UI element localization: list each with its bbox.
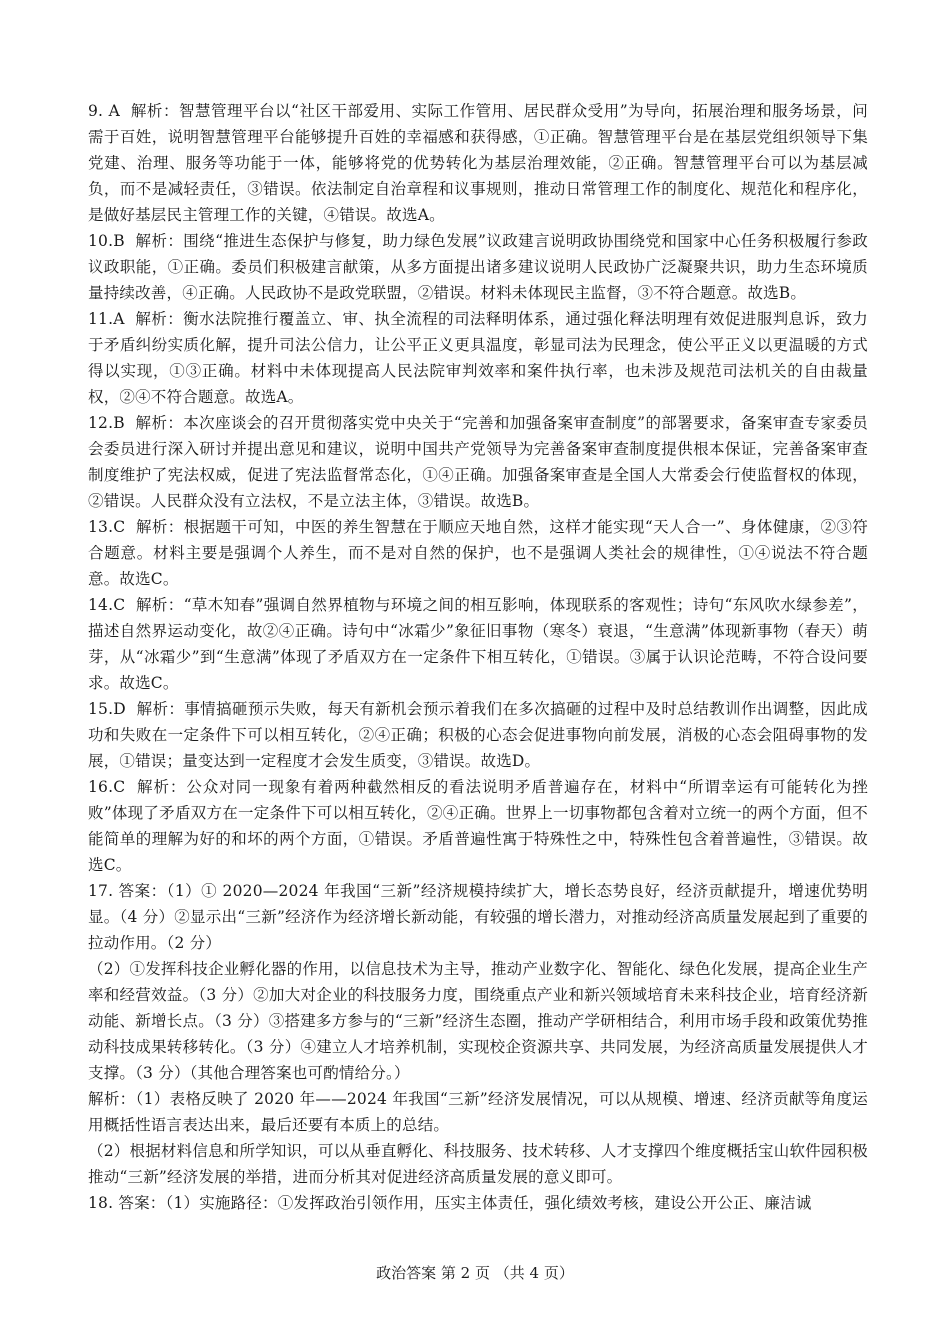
answer-item-10 (88, 228, 868, 306)
answer-item-12 (88, 410, 868, 514)
answer-part-2: （2）①发挥科技企业孵化器的作用，以信息技术为主导，推动产业数字化、智能化、绿色化发展，提高企业生产率和经营效益。（3 分）②加大对企业的科技服务力度，围绕重点产业和新兴领域培育未来科技企业，培育经济新动能、新增长点。（3 分）③搭建多方参与的“三新”经济生态圈，推动产学研相结合，利用市场手段和政策优势推动科技成果转移转化。（3 分）④建立人才培养机制，实现校企资源共享、共同发展，为经济高质量发展提供人才支撑。（3 分）（其他合理答案也可酌情给分。） (88, 960, 868, 1082)
answer-item-9 (88, 98, 868, 228)
answer-part-1: 答案：（1）① 2020—2024 年我国“三新”经济规模持续扩大，增长态势良好，经济贡献提升，增速优势明显。（4 分）②显示出“三新”经济作为经济增长新动能，有较强的增长潜力，对推动经济高质量发展起到了重要的拉动作用。（2 分） (88, 882, 868, 952)
answer-item-16 (88, 774, 868, 878)
analysis-part-1: 解析：（1）表格反映了 2020 年——2024 年我国“三新”经济发展情况，可以从规模、增速、经济贡献等角度运用概括性语言表达出来，最后还要有本质上的总结。 (88, 1090, 868, 1134)
item-number: 10.B (88, 232, 125, 250)
answer-content (88, 98, 868, 1216)
item-text: 解析：根据题干可知，中医的养生智慧在于顺应天地自然，这样才能实现“天人合一”、身体健康，②③符合题意。材料主要是强调个人养生，而不是对自然的保护，也不是强调人类社会的规律性，①④说法不符合题意。故选C。 (88, 518, 868, 588)
item-text: 解析：智慧管理平台以“社区干部爱用、实际工作管用、居民群众受用”为导向，拓展治理和服务场景，问需于百姓，说明智慧管理平台能够提升百姓的幸福感和获得感，①正确。智慧管理平台是在基层党组织领导下集党建、治理、服务等功能于一体，能够将党的优势转化为基层治理效能，②正确。智慧管理平台可以为基层减负，而不是减轻责任，③错误。依法制定自治章程和议事规则，推动日常管理工作的制度化、规范化和程序化，是做好基层民主管理工作的关键，④错误。故选A。 (88, 102, 868, 224)
item-text: 解析：衡水法院推行覆盖立、审、执全流程的司法释明体系，通过强化释法明理有效促进服判息诉，致力于矛盾纠纷实质化解，提升司法公信力，让公平正义更具温度，彰显司法为民理念，使公平正义以更温暖的方式得以实现，①③正确。材料中未体现提高人民法院审判效率和案件执行率，也未涉及规范司法机关的自由裁量权，②④不符合题意。故选A。 (88, 310, 868, 406)
item-text: 解析：“草木知春”强调自然界植物与环境之间的相互影响，体现联系的客观性；诗句“东风吹水绿参差”，描述自然界运动变化，故②④正确。诗句中“冰霜少”象征旧事物（寒冬）衰退，“生意满”体现新事物（春天）萌芽，从“冰霜少”到“生意满”体现了矛盾双方在一定条件下相互转化，①错误。③属于认识论范畴，不符合设问要求。故选C。 (88, 596, 868, 692)
item-text: 解析：围绕“推进生态保护与修复，助力绿色发展”议政建言说明政协围绕党和国家中心任务积极履行参政议政职能，①正确。委员们积极建言献策，从多方面提出诸多建议说明人民政协广泛凝聚共识，助力生态环境质量持续改善，④正确。人民政协不是政党联盟，②错误。材料未体现民主监督，③不符合题意。故选B。 (88, 232, 868, 302)
item-text: 解析：公众对同一现象有着两种截然相反的看法说明矛盾普遍存在，材料中“所谓幸运有可能转化为挫败”体现了矛盾双方在一定条件下可以相互转化，②④正确。世界上一切事物都包含着对立统一的两个方面，但不能简单的理解为好的和坏的两个方面，①错误。矛盾普遍性寓于特殊性之中，特殊性包含着普遍性，③错误。故选C。 (88, 778, 868, 874)
item-text: 解析：本次座谈会的召开贯彻落实党中央关于“完善和加强备案审查制度”的部署要求，备案审查专家委员会委员进行深入研讨并提出意见和建议，说明中国共产党领导为完善备案审查制度提供根本保证，完善备案审查制度维护了宪法权威，促进了宪法监督常态化，①④正确。加强备案审查是全国人大常委会行使监督权的体现，②错误。人民群众没有立法权，不是立法主体，③错误。故选B。 (88, 414, 868, 510)
item-number: 9. A (88, 102, 121, 120)
item-number: 17. (88, 882, 114, 900)
item-text: 答案：（1）实施路径：①发挥政治引领作用，压实主体责任，强化绩效考核，建设公开公正、廉洁诚 (118, 1194, 812, 1212)
answer-item-15 (88, 696, 868, 774)
analysis-part-2: （2）根据材料信息和所学知识，可以从垂直孵化、科技服务、技术转移、人才支撑四个维度概括宝山软件园积极推动“三新”经济发展的举措，进而分析其对促进经济高质量发展的意义即可。 (88, 1142, 868, 1186)
item-text: 解析：事情搞砸预示失败，每天有新机会预示着我们在多次搞砸的过程中及时总结教训作出调整，因此成功和失败在一定条件下可以相互转化，②④正确；积极的心态会促进事物向前发展，消极的心态会阻碍事物的发展，①错误；量变达到一定程度才会发生质变，③错误。故选D。 (88, 700, 868, 770)
answer-item-18 (88, 1190, 868, 1216)
item-number: 14.C (88, 596, 126, 614)
answer-item-11 (88, 306, 868, 410)
answer-item-14 (88, 592, 868, 696)
answer-item-17 (88, 878, 868, 956)
item-number: 15.D (88, 700, 126, 718)
item-number: 16.C (88, 778, 126, 796)
answer-item-13 (88, 514, 868, 592)
page-footer: 政治答案 第 2 页 （共 4 页） (376, 1264, 574, 1282)
item-number: 18. (88, 1194, 114, 1212)
item-number: 11.A (88, 310, 125, 328)
item-number: 13.C (88, 518, 126, 536)
item-number: 12.B (88, 414, 125, 432)
